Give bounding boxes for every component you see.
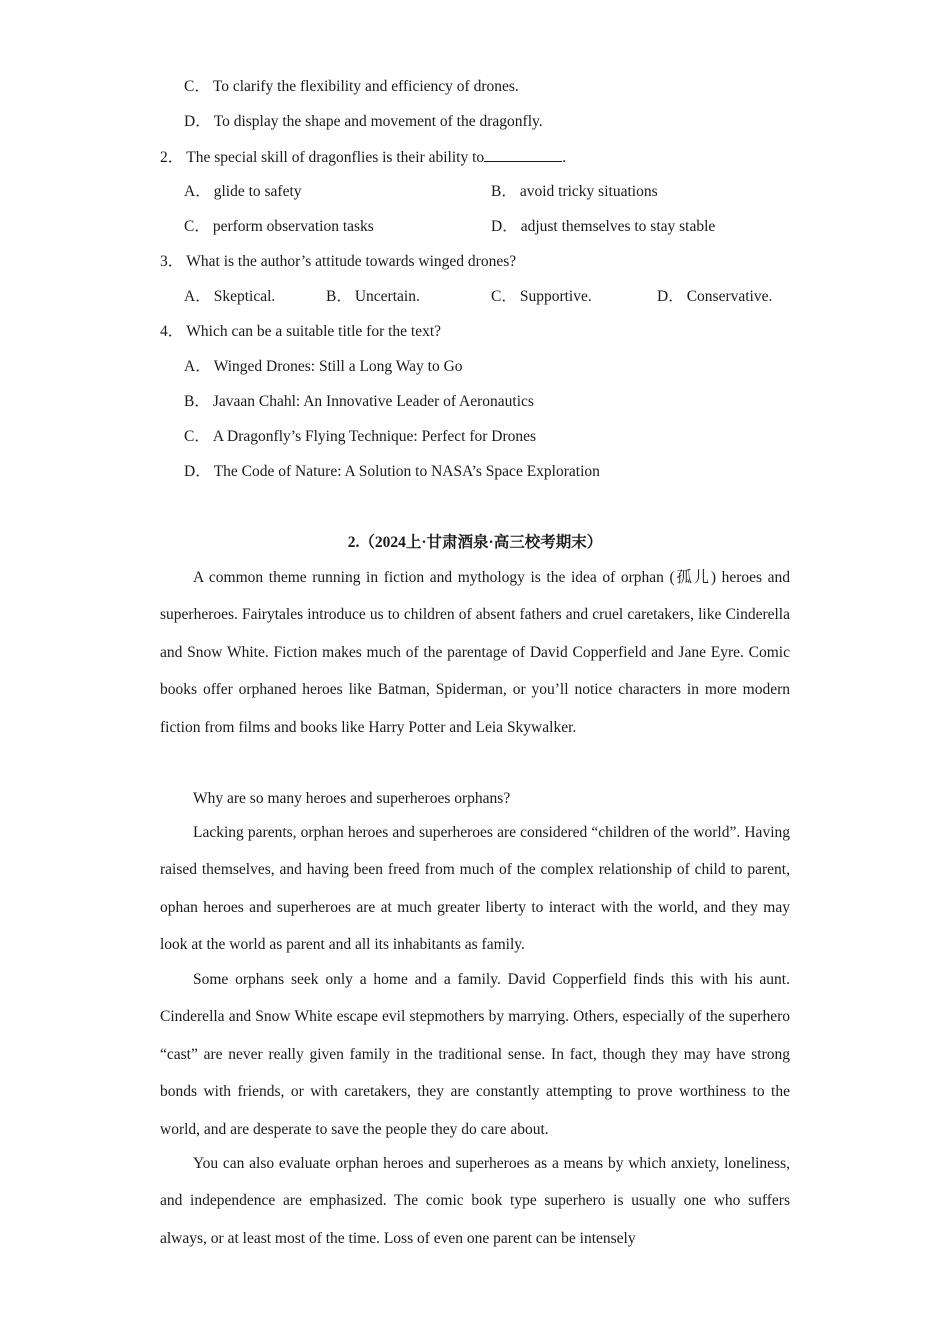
option-text: perform observation tasks [212, 218, 374, 235]
option-label: B． [491, 183, 517, 200]
option-label: D． [491, 218, 518, 235]
option-text: A Dragonfly’s Flying Technique: Perfect for Drones [212, 428, 537, 445]
q2-option-c [184, 217, 374, 237]
option-label: C． [491, 288, 517, 305]
option-text: Javaan Chahl: An Innovative Leader of Aeronautics [212, 393, 534, 410]
option-text: adjust themselves to stay stable [520, 218, 716, 235]
passage-paragraph-1 [160, 559, 790, 746]
question-text: What is the author’s attitude towards winged drones? [186, 253, 517, 270]
option-text: Skeptical. [213, 288, 276, 305]
q3-option-a [184, 287, 275, 307]
option-label: B． [326, 288, 352, 305]
passage-paragraph-5 [160, 1145, 790, 1257]
option-text: Supportive. [519, 288, 592, 305]
question-4-stem [160, 322, 441, 342]
option-text: Winged Drones: Still a Long Way to Go [213, 358, 463, 375]
option-label: C． [184, 428, 210, 445]
q3-option-c [491, 287, 592, 307]
q4-option-a [184, 357, 463, 377]
passage-paragraph-2: Why are so many heroes and superheroes orphans? [193, 790, 511, 807]
option-label: C． [184, 218, 210, 235]
option-label: A． [184, 183, 211, 200]
passage-heading: 2.（2024上·甘肃酒泉·高三校考期末） [347, 534, 603, 551]
q4-option-d [184, 462, 600, 482]
paragraph-text: Some orphans seek only a home and a family. David Copperfield finds this with his aunt. Cinderella and Snow White escape evil stepmothers by marrying. Others, especially of the superhero “cast” are never really given family in the traditional sense. In fact, though they may have strong bonds with friends, or with caretakers, they are constantly attempting to prove worthiness to the world, and are desperate to save the people they do care about. [160, 971, 790, 1138]
option-label: A． [184, 288, 211, 305]
question-text: The special skill of dragonflies is their ability to [186, 149, 485, 166]
q2-option-a [184, 182, 302, 202]
option-text: To clarify the flexibility and efficiency of drones. [212, 78, 519, 95]
q1-option-d [184, 112, 543, 132]
option-label: D． [657, 288, 684, 305]
q3-option-d [657, 287, 772, 307]
option-label: A． [184, 358, 211, 375]
question-text-end: . [562, 149, 567, 166]
paragraph-text: Lacking parents, orphan heroes and superheroes are considered “children of the world”. Having raised themselves, and having been freed from much of the complex relationship of child to parent, ophan heroes and superheroes are at much greater liberty to interact with the world, and they may look at the world as parent and all its inhabitants as family. [160, 824, 790, 954]
question-number: 3． [160, 253, 184, 270]
question-2-stem [160, 147, 566, 168]
option-text: avoid tricky situations [519, 183, 658, 200]
question-3-stem [160, 252, 516, 272]
q2-option-d [491, 217, 715, 237]
paragraph-text: You can also evaluate orphan heroes and superheroes as a means by which anxiety, loneliness, and independence are emphasized. The comic book type superhero is usually one who suffers always, or at least most of the time. Loss of even one parent can be intensely [160, 1155, 790, 1247]
q1-option-c [184, 77, 519, 97]
answer-blank [484, 147, 562, 162]
passage-paragraph-4 [160, 961, 790, 1148]
question-number: 4． [160, 323, 184, 340]
option-label: B． [184, 393, 210, 410]
q4-option-c [184, 427, 536, 447]
question-number: 2． [160, 149, 184, 166]
paragraph-text: A common theme running in fiction and mythology is the idea of orphan (孤儿) heroes and superheroes. Fairytales introduce us to children of absent fathers and cruel caretakers, like Cinderella and Snow White. Fiction makes much of the parentage of David Copperfield and Jane Eyre. Comic books offer orphaned heroes like Batman, Spiderman, or you’ll notice characters in more modern fiction from films and books like Harry Potter and Leia Skywalker. [160, 569, 790, 736]
q4-option-b [184, 392, 534, 412]
q2-option-b [491, 182, 658, 202]
option-text: glide to safety [213, 183, 302, 200]
option-text: To display the shape and movement of the dragonfly. [213, 113, 543, 130]
option-label: C． [184, 78, 210, 95]
q3-option-b [326, 287, 420, 307]
passage-paragraph-3 [160, 814, 790, 964]
option-text: Uncertain. [354, 288, 420, 305]
option-text: Conservative. [686, 288, 773, 305]
option-text: The Code of Nature: A Solution to NASA’s Space Exploration [213, 463, 600, 480]
question-text: Which can be a suitable title for the text? [186, 323, 442, 340]
option-label: D． [184, 113, 211, 130]
option-label: D． [184, 463, 211, 480]
